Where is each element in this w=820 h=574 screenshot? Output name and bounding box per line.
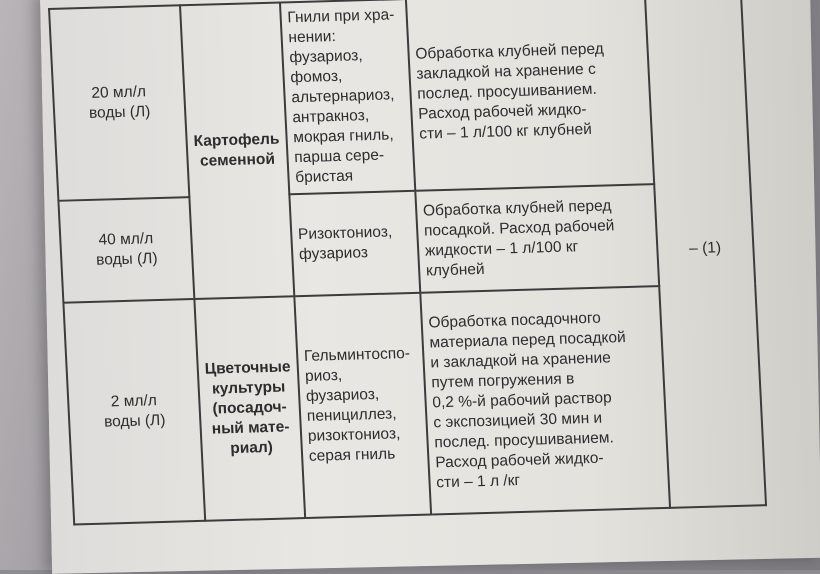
disease-line: Ризоктониоз,	[297, 223, 393, 244]
disease-line: Гельминтоспо-	[303, 345, 411, 365]
disease-line: риоз,	[304, 366, 343, 385]
rate-line: воды (Л)	[88, 103, 151, 122]
method-line: с экспозицией 30 мин и	[432, 409, 603, 432]
cell-diseases-2	[289, 191, 420, 296]
method-line: 0,2 %-й рабочий раствор	[432, 389, 613, 412]
disease-line: фомоз,	[289, 67, 343, 87]
method-line: закладкой на хранение с	[415, 60, 597, 83]
crop-line: (посадоч-	[212, 398, 288, 418]
crop-line: Цветочные	[204, 358, 291, 378]
disease-line: фузариоз,	[289, 47, 364, 67]
rate-line: воды (Л)	[95, 250, 158, 269]
method-line: и закладкой на хранение	[430, 349, 612, 372]
method-line: клубней	[425, 260, 486, 280]
table-row-2	[58, 181, 754, 302]
cell-method-1	[406, 0, 654, 191]
method-line: Обработка клубней перед	[414, 40, 605, 63]
cell-method-3	[420, 286, 670, 514]
disease-line: мокрая гниль,	[292, 126, 394, 147]
method-line: Расход рабочей жидко-	[417, 101, 587, 123]
disease-line: парша сере-	[293, 146, 385, 167]
method-line: сти – 1 л /кг	[435, 472, 521, 492]
crop-line: Картофель	[193, 130, 280, 150]
cell-crop-flowers	[194, 296, 305, 521]
rate-line: воды (Л)	[103, 411, 166, 431]
disease-line: Гнили при хра-	[287, 6, 395, 27]
method-line: сти – 1 л/100 кг клубней	[418, 120, 593, 143]
waiting-value: – (1)	[688, 239, 722, 258]
method-line: Обработка клубней перед	[422, 197, 612, 220]
cell-rate-2	[58, 197, 194, 303]
method-line: Расход рабочей жидко-	[434, 449, 604, 472]
method-line: материала перед посадкой	[429, 329, 627, 352]
rate-line: 2 мл/л	[110, 392, 158, 411]
disease-line: ризоктониоз,	[307, 425, 401, 445]
method-line: послед. просушиванием.	[416, 80, 598, 103]
disease-line: нении:	[288, 27, 337, 47]
crop-line: семенной	[199, 150, 276, 170]
table-row-1	[49, 0, 750, 201]
cell-rate-3	[63, 299, 205, 524]
method-line: жидкости – 1 л/100 кг	[424, 238, 579, 260]
cell-rate-1	[49, 5, 189, 200]
method-line: послед. просушиванием.	[433, 429, 615, 452]
rate-line: 20 мл/л	[90, 83, 147, 102]
disease-line: антракноз,	[291, 107, 370, 127]
method-line: Обработка посадочного	[428, 309, 602, 332]
crop-line: риал)	[229, 438, 274, 458]
method-line: путем погружения в	[431, 370, 575, 392]
cell-crop-potato	[180, 3, 294, 299]
crop-line: культуры	[211, 378, 286, 398]
disease-line: фузариоз,	[305, 385, 380, 405]
disease-line: бристая	[294, 167, 354, 187]
disease-line: серая гниль	[308, 445, 396, 465]
table-row-3	[63, 283, 765, 524]
disease-line: фузариоз	[298, 244, 369, 264]
cell-diseases-3	[294, 293, 431, 518]
crop-line: ный мате-	[211, 418, 290, 438]
method-line: посадкой. Расход рабочей	[423, 217, 615, 240]
disease-line: пенициллез,	[306, 405, 397, 425]
cell-diseases-1	[280, 0, 415, 194]
disease-line: альтернариоз,	[290, 86, 395, 107]
rate-line: 40 мл/л	[98, 230, 154, 249]
cell-method-2	[415, 184, 659, 293]
application-rates-table	[48, 0, 767, 525]
